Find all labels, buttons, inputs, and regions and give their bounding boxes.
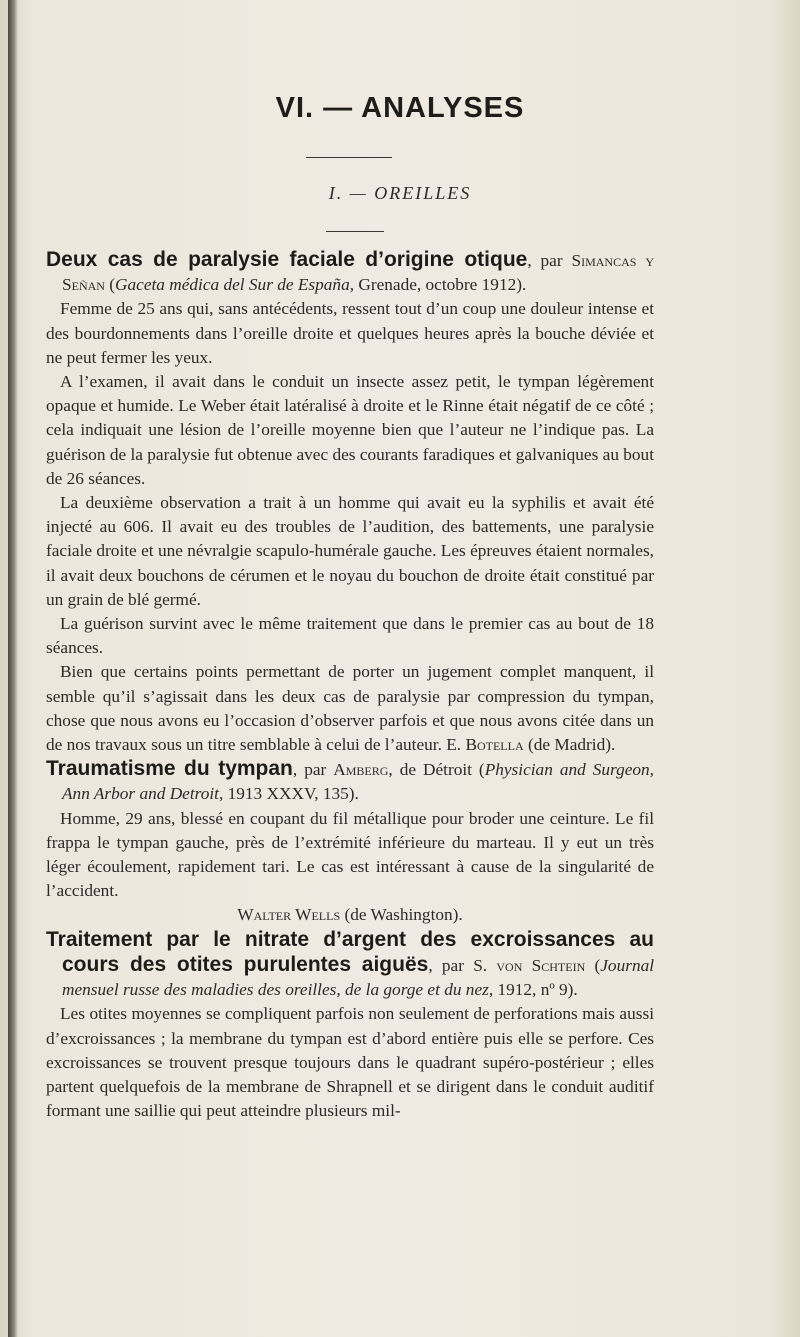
by-text: , par xyxy=(292,760,334,780)
citation-text: , de Détroit ( xyxy=(388,760,485,780)
signature-initial: E. xyxy=(446,735,466,755)
paragraph: A l’examen, il avait dans le conduit un insecte assez petit, le tympan légèrement opaque et humide. Le Weber était latéralisé à droite et le Rinne était négatif de ce côté ; cela indiquait une lésion de l’oreille moyenne bien que l’auteur ne l’indique pas. La guérison de la paralysie fut obtenue avec des courants faradiques et galvaniques au bout de 26 séances. xyxy=(46,372,654,488)
article-heading xyxy=(46,248,654,297)
article-column xyxy=(46,248,654,1123)
paragraph: Femme de 25 ans qui, sans antécédents, ressent tout d’un coup une douleur intense et des bourdonnements dans l’oreille droite et quelques heures après la bouche déviée et ne peut fermer les yeux. xyxy=(46,299,654,367)
signature-name: Botella xyxy=(465,735,524,755)
citation-text: 1913 XXXV, 135). xyxy=(223,784,359,804)
title-rule xyxy=(306,157,392,158)
citation-text: , Grenade, octobre 1912). xyxy=(349,275,527,295)
journal-name: Gaceta médica del Sur de España xyxy=(115,275,350,295)
article-author: von Schtein xyxy=(496,955,586,975)
citation-text: ( xyxy=(585,955,601,975)
section-title: VI. — ANALYSES xyxy=(275,92,525,124)
by-text: , par S. xyxy=(428,955,497,975)
by-text: , par xyxy=(527,251,572,270)
subsection-title: I. — OREILLES xyxy=(328,183,472,203)
signature-name: Walter Wells xyxy=(237,905,341,925)
subtitle-rule xyxy=(326,231,384,232)
article-heading xyxy=(46,757,654,806)
paragraph: La guérison survint avec le même traitement que dans le premier cas au bout de 18 séances. xyxy=(46,614,654,658)
article-title: Traumatisme du tympan xyxy=(46,757,293,781)
article-author: Amberg xyxy=(333,760,389,780)
article-title: Deux cas de paralysie faciale d’origine otique xyxy=(46,248,528,271)
paragraph: Homme, 29 ans, blessé en coupant du fil métallique pour broder une ceinture. Le fil frappa le tympan gauche, près de l’extrémité inférieure du marteau. Il y eut un très léger écoulement, rapidement tari. Le cas est intéressant à cause de la singularité de l’accident. xyxy=(46,808,654,901)
article-title: Traitement par le nitrate d’argent des excroissances au cours des otites purulentes aiguës xyxy=(46,927,654,976)
signature-place: (de Madrid). xyxy=(523,735,616,755)
journal-name: Journal mensuel russe des maladies des oreilles, de la gorge et du nez xyxy=(62,955,655,1000)
paragraph: Les otites moyennes se compliquent parfois non seulement de perforations mais aussi d’excroissances ; la membrane du tympan est d’abord entière puis elle se perfore. Ces excroissances se trouvent presque toujours dans le quadrant supéro-postérieur ; elles partent quelquefois de la membrane de Shrapnell et se dirigent dans le conduit auditif formant une saillie qui peut atteindre plusieurs mil- xyxy=(46,1004,654,1121)
citation-text: , 1912, nº 9). xyxy=(488,980,578,1000)
citation-text: ( xyxy=(104,275,116,295)
signature xyxy=(46,903,654,927)
paragraph xyxy=(46,660,654,757)
journal-name: Physician and Surgeon, Ann Arbor and Detroit, xyxy=(62,760,654,804)
article-heading xyxy=(46,928,654,1003)
article-author: Simancas y Señan xyxy=(62,251,654,295)
paragraph: La deuxième observation a trait à un homme qui avait eu la syphilis et avait été injecté au 606. Il avait eu des troubles de l’audition, des battements, une paralysie faciale droite et une névralgie scapulo-humérale gauche. Les épreuves étaient normales, il avait deux bouchons de cérumen et le noyau du bouchon de droite était constitué par un grain de blé germé. xyxy=(46,493,654,609)
signature xyxy=(446,735,615,754)
paragraph-text: Bien que certains points permettant de porter un jugement complet manquent, il semble qu’il s’agissait dans les deux cas de paralysie par compression du tympan, chose que nous avons eu l’occasion d’observer parfois et que nous avons citée dans un de nos travaux sous un titre semblable à celui de l’auteur. xyxy=(46,662,654,755)
signature-place: (de Washington). xyxy=(340,905,463,925)
